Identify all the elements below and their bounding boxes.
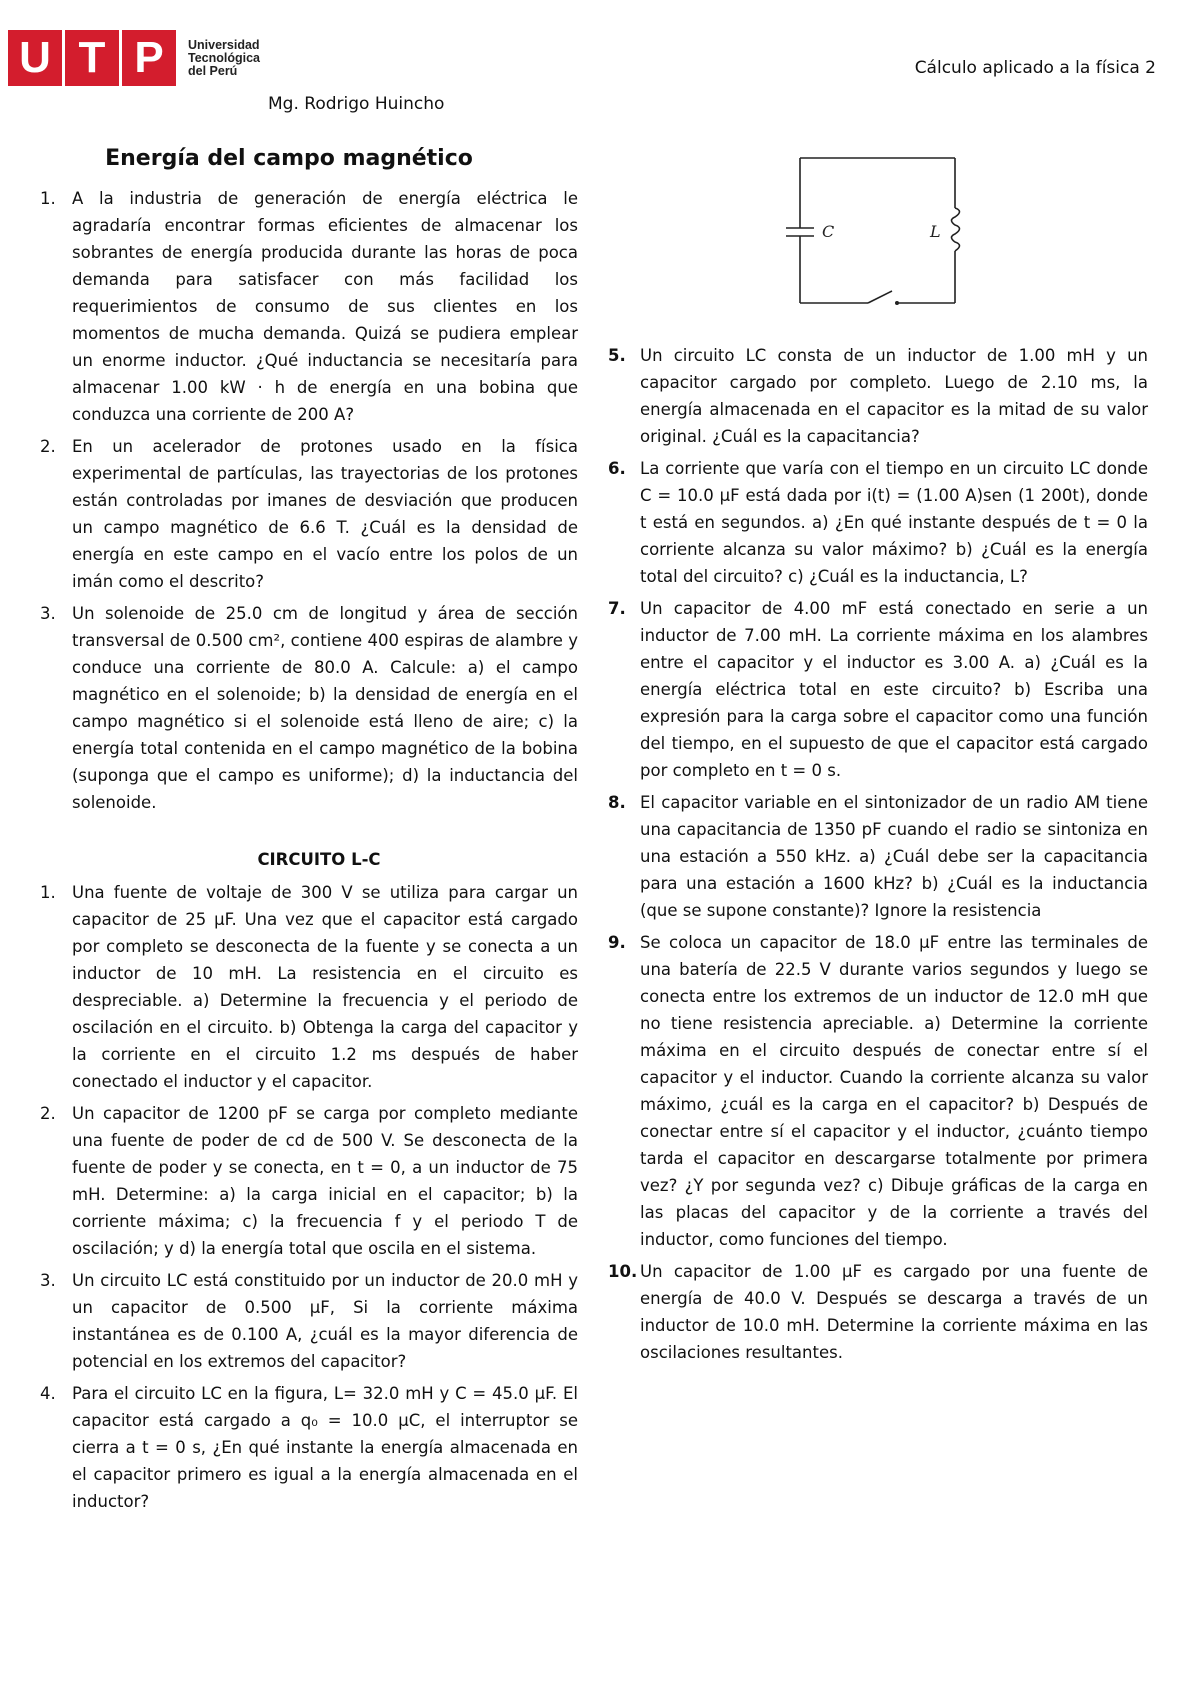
problem-text: A la industria de generación de energía eléctrica le agradaría encontrar formas eficientes de almacenar los sobrantes de energía producida durante las horas de poca demanda para satisfacer con más facilidad los requerimientos de consumo de sus clientes en los momentos de mucha demanda. Quizá se pudiera emplear un enorme inductor. ¿Qué inductancia se necesitaría para almacenar 1.00 kW · h de energía en una bobina que conduzca una corriente de 200 A?	[72, 189, 578, 424]
problem-text: Una fuente de voltaje de 300 V se utiliza para cargar un capacitor de 25 µF. Una vez que el capacitor está cargado por completo se desconecta de la fuente y se conecta a un inductor de 10 mH. La resistencia en el circuito es despreciable. a) Determine la frecuencia y el periodo de oscilación en el circuito. b) Obtenga la carga del capacitor y la corriente en el circuito 1.2 ms después de haber conectado el inductor y el capacitor.	[72, 883, 578, 1091]
lc-problem-list-left	[40, 879, 578, 1515]
problem-text: Un solenoide de 25.0 cm de longitud y área de sección transversal de 0.500 cm², contiene 400 espiras de alambre y conduce una corriente de 80.0 A. Calcule: a) el campo magnético en el solenoide; b) la densidad de energía en el campo magnético si el solenoide está lleno de aire; c) la energía total contenida en el campo magnético de la bobina (suponga que el campo es uniforme); d) la inductancia del solenoide.	[72, 604, 578, 812]
author-name: Mg. Rodrigo Huincho	[268, 94, 445, 114]
logo-block	[8, 30, 176, 86]
problem-number: 5.	[608, 346, 626, 365]
problem-item	[608, 455, 1148, 590]
problem-text: Un capacitor de 1200 pF se carga por completo mediante una fuente de poder de cd de 500 V. Se desconecta de la fuente de poder y se conecta, en t = 0, a un inductor de 75 mH. Determine: a) la carga inicial en el capacitor; b) la corriente máxima; c) la frecuencia f y el periodo T de oscilación; y d) la energía total que oscila en el sistema.	[72, 1104, 578, 1258]
problem-item	[608, 1258, 1148, 1366]
capacitor-label: C	[822, 222, 835, 241]
problem-number: 7.	[608, 599, 626, 618]
problem-number: 2.	[40, 1104, 56, 1123]
problem-item	[40, 879, 578, 1095]
problem-number: 4.	[40, 1384, 56, 1403]
problem-number: 1.	[40, 883, 56, 902]
problem-item	[608, 595, 1148, 784]
problem-text: Un capacitor de 4.00 mF está conectado en serie a un inductor de 7.00 mH. La corriente máxima en los alambres entre el capacitor y el inductor es 3.00 A. a) ¿Cuál es la energía eléctrica total en este circuito? b) Escriba una expresión para la carga sobre el capacitor como una función del tiempo, en el supuesto de que el capacitor está cargado por completo en t = 0 s.	[640, 599, 1148, 780]
problem-number: 9.	[608, 933, 626, 952]
problem-text: Un circuito LC consta de un inductor de 1.00 mH y un capacitor cargado por completo. Luego de 2.10 ms, la energía almacenada en el capacitor es la mitad de su valor original. ¿Cuál es la capacitancia?	[640, 346, 1148, 446]
page-title: Energía del campo magnético	[105, 146, 473, 171]
problem-text: La corriente que varía con el tiempo en un circuito LC donde C = 10.0 µF está dada por i(t) = (1.00 A)sen (1 200t), donde t está en segundos. a) ¿En qué instante después de t = 0 la corriente alcanza su valor máximo? b) ¿Cuál es la energía total del circuito? c) ¿Cuál es la inductancia, L?	[640, 459, 1148, 586]
problem-text: Un capacitor de 1.00 µF es cargado por una fuente de energía de 40.0 V. Después se descarga a través de un inductor de 10.0 mH. Determine la corriente máxima en las oscilaciones resultantes.	[640, 1262, 1148, 1362]
problem-number: 2.	[40, 437, 56, 456]
problem-item	[608, 789, 1148, 924]
problem-number: 8.	[608, 793, 626, 812]
left-column	[40, 146, 578, 1520]
problem-number: 6.	[608, 459, 626, 478]
inductor-label: L	[930, 222, 941, 241]
problem-item	[608, 929, 1148, 1253]
switch-contact	[895, 301, 899, 305]
inductor-coil	[952, 208, 960, 251]
problem-number: 3.	[40, 1271, 56, 1290]
right-column	[608, 342, 1148, 1371]
logo-letter-p: P	[134, 33, 164, 82]
problem-text: Un circuito LC está constituido por un inductor de 20.0 mH y un capacitor de 0.500 µF, Si la corriente máxima instantánea es de 0.100 A, ¿cuál es la mayor diferencia de potencial en los extremos del capacitor?	[72, 1271, 578, 1371]
logo-line-1: Universidad	[188, 37, 260, 52]
problem-text: En un acelerador de protones usado en la física experimental de partículas, las trayectorias de los protones están controladas por imanes de desviación que producen un campo magnético de 6.6 T. ¿Cuál es la densidad de energía en este campo en el vacío entre los polos de un imán como el descrito?	[72, 437, 578, 591]
problem-item	[40, 1267, 578, 1375]
utp-logo	[8, 30, 260, 86]
problem-text: El capacitor variable en el sintonizador de un radio AM tiene una capacitancia de 1350 pF cuando el radio se sintoniza en una estación a 550 kHz. a) ¿Cuál debe ser la capacitancia para una estación a 1600 kHz? b) ¿Cuál es la inductancia (que se supone constante)? Ignore la resistencia	[640, 793, 1148, 920]
switch-blade	[868, 291, 892, 303]
problem-item	[40, 1380, 578, 1515]
problem-number: 3.	[40, 604, 56, 623]
course-title: Cálculo aplicado a la física 2	[914, 58, 1156, 78]
logo-university-name	[188, 39, 260, 78]
problem-item	[40, 433, 578, 595]
problem-item	[40, 1100, 578, 1262]
logo-letter-t: T	[65, 30, 122, 86]
lc-problem-list-right	[608, 342, 1148, 1366]
problem-item	[608, 342, 1148, 450]
energy-problem-list	[40, 185, 578, 816]
logo-line-3: del Perú	[188, 63, 238, 78]
problem-item	[40, 600, 578, 816]
problem-item	[40, 185, 578, 428]
logo-line-2: Tecnológica	[188, 50, 261, 65]
section-title-lc: CIRCUITO L-C	[257, 850, 381, 869]
logo-letter-u: U	[8, 30, 65, 86]
problem-number: 10.	[608, 1262, 638, 1281]
problem-text: Se coloca un capacitor de 18.0 µF entre las terminales de una batería de 22.5 V durante varios segundos y luego se conecta entre los extremos de un inductor de 12.0 mH que no tiene resistencia apreciable. a) Determine la corriente máxima en el circuito después de conectar entre sí el capacitor y el inductor. Cuando la corriente alcanza su valor máximo, ¿cuál es la carga en el capacitor? b) Después de conectar entre sí el capacitor y el inductor, ¿cuánto tiempo tarda el capacitor en descargarse totalmente por primera vez? ¿Y por segunda vez? c) Dibuje gráficas de la carga en las placas del capacitor y de la corriente a través del inductor, como funciones del tiempo.	[640, 933, 1148, 1249]
problem-number: 1.	[40, 189, 56, 208]
lc-circuit-diagram	[780, 150, 970, 320]
problem-text: Para el circuito LC en la figura, L= 32.0 mH y C = 45.0 µF. El capacitor está cargado a q₀ = 10.0 µC, el interruptor se cierra a t = 0 s, ¿En qué instante la energía almacenada en el capacitor primero es igual a la energía almacenada en el inductor?	[72, 1384, 578, 1511]
